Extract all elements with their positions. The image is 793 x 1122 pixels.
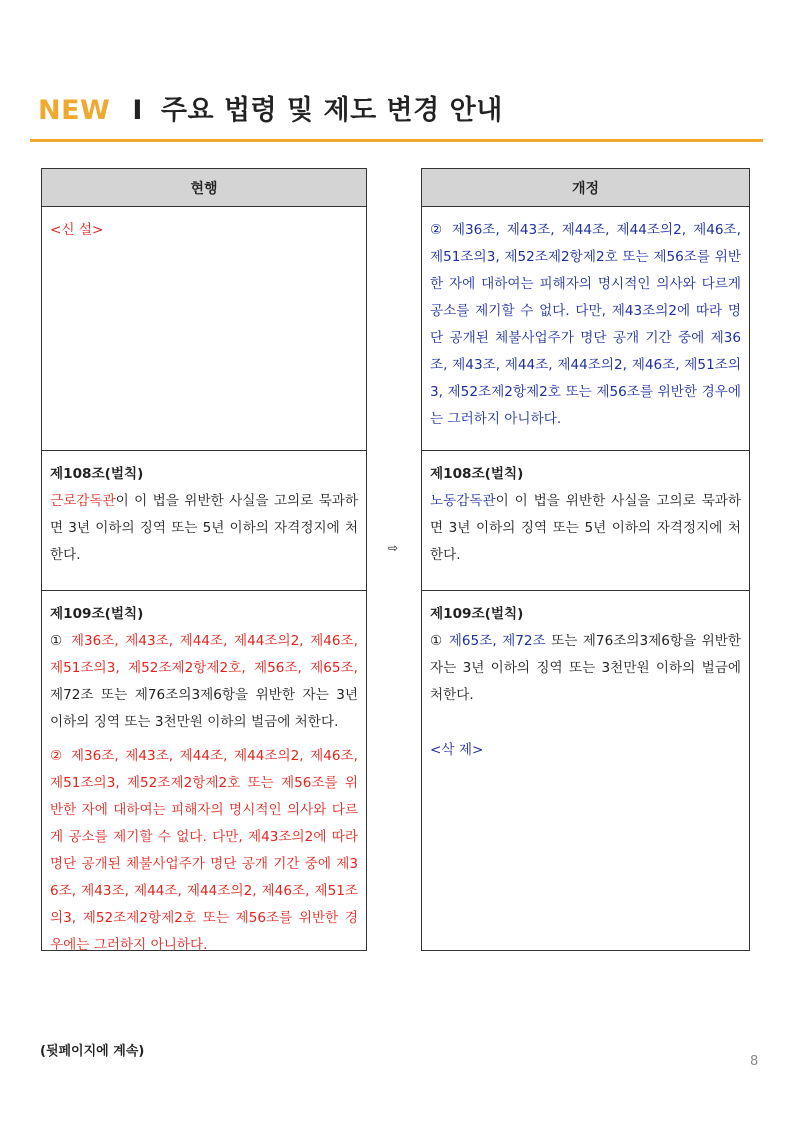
current-law-column [41, 168, 367, 951]
current-item1-num: ① [50, 633, 65, 649]
current-article-109-item1 [50, 628, 358, 736]
current-article-108-red: 근로감독관 [50, 493, 116, 509]
revised-article-108-body [430, 488, 741, 569]
current-item1-red: 제36조, 제43조, 제44조, 제44조의2, 제46조, 제51조의3, 제52조제2항제2호, 제56조, 제65조, [50, 633, 358, 676]
revised-article-108-text: 이 이 법을 위반한 사실을 고의로 묵과하면 3년 이하의 징역 또는 5년 이하의 자격정지에 처한다. [430, 493, 741, 563]
current-article-108-body [50, 488, 358, 569]
revised-row1-text: ② 제36조, 제43조, 제44조, 제44조의2, 제46조, 제51조의3, 제52조제2항제2호 또는 제56조를 위반한 자에 대하여는 피해자의 명시적인 의사와 다르게 공소를 제기할 수 없다. 다만, 제43조의2에 따라 명단 공개된 체불사업주가 명단 공개 기간 중에 제36조, 제43조, 제44조, 제44조의2, 제46조, 제51조의3, 제52조제2항제2호 또는 제56조를 위반한 경우에는 그러하지 아니하다. [430, 222, 741, 427]
title-underline [30, 139, 763, 142]
revised-article-109-item1 [430, 628, 741, 709]
revised-item1-num: ① [430, 633, 444, 649]
title-separator: I [132, 95, 143, 126]
continued-note: (뒷페이지에 계속) [40, 1044, 145, 1059]
revised-item1-blue: 제65조, 제72조 [448, 633, 546, 649]
revised-article-108-title: 제108조(벌칙) [430, 466, 524, 482]
revised-item1-text: 또는 제76조의3제6항을 위반한 자는 3년 이하의 징역 또는 3천만원 이하의 벌금에 처한다. [430, 633, 742, 703]
arrow-icon: ⇨ [388, 541, 399, 555]
current-article-108-title: 제108조(벌칙) [50, 466, 144, 482]
new-label: NEW [38, 95, 111, 126]
current-item1-text: 제72조 또는 제76조의3제6항을 위반한 자는 3년 이하의 징역 또는 3천만원 이하의 벌금에 처한다. [50, 687, 358, 730]
current-row-2 [41, 451, 367, 591]
current-row-3 [41, 591, 367, 951]
revised-article-109-item2: <삭 제> [430, 742, 484, 758]
current-article-109-item2: ② 제36조, 제43조, 제44조, 제44조의2, 제46조, 제51조의3, 제52조제2항제2호 또는 제56조를 위반한 자에 대하여는 피해자의 명시적인 의사와 다르게 공소를 제기할 수 없다. 다만, 제43조의2에 따라 명단 공개된 체불사업주가 명단 공개 기간 중에 제36조, 제43조, 제44조, 제44조의2, 제46조, 제51조의3, 제52조제2항제2호 또는 제56조를 위반한 경우에는 그러하지 아니하다. [50, 748, 358, 953]
page-title [38, 88, 503, 127]
revised-row-1 [421, 207, 750, 451]
revised-law-column [421, 168, 750, 951]
current-row1-text: <신 설> [50, 222, 104, 238]
current-article-109-title: 제109조(벌칙) [50, 606, 144, 622]
current-header: 현행 [41, 168, 367, 207]
revised-row-2 [421, 451, 750, 591]
title-text: 주요 법령 및 제도 변경 안내 [160, 95, 503, 126]
revised-row-3 [421, 591, 750, 951]
revised-article-108-blue: 노동감독관 [430, 493, 496, 509]
page-number: 8 [750, 1054, 759, 1069]
current-row-1 [41, 207, 367, 451]
revised-article-109-title: 제109조(벌칙) [430, 606, 524, 622]
revised-header: 개정 [421, 168, 750, 207]
current-article-108-text: 이 이 법을 위반한 사실을 고의로 묵과하면 3년 이하의 징역 또는 5년 이하의 자격정지에 처한다. [50, 493, 358, 563]
